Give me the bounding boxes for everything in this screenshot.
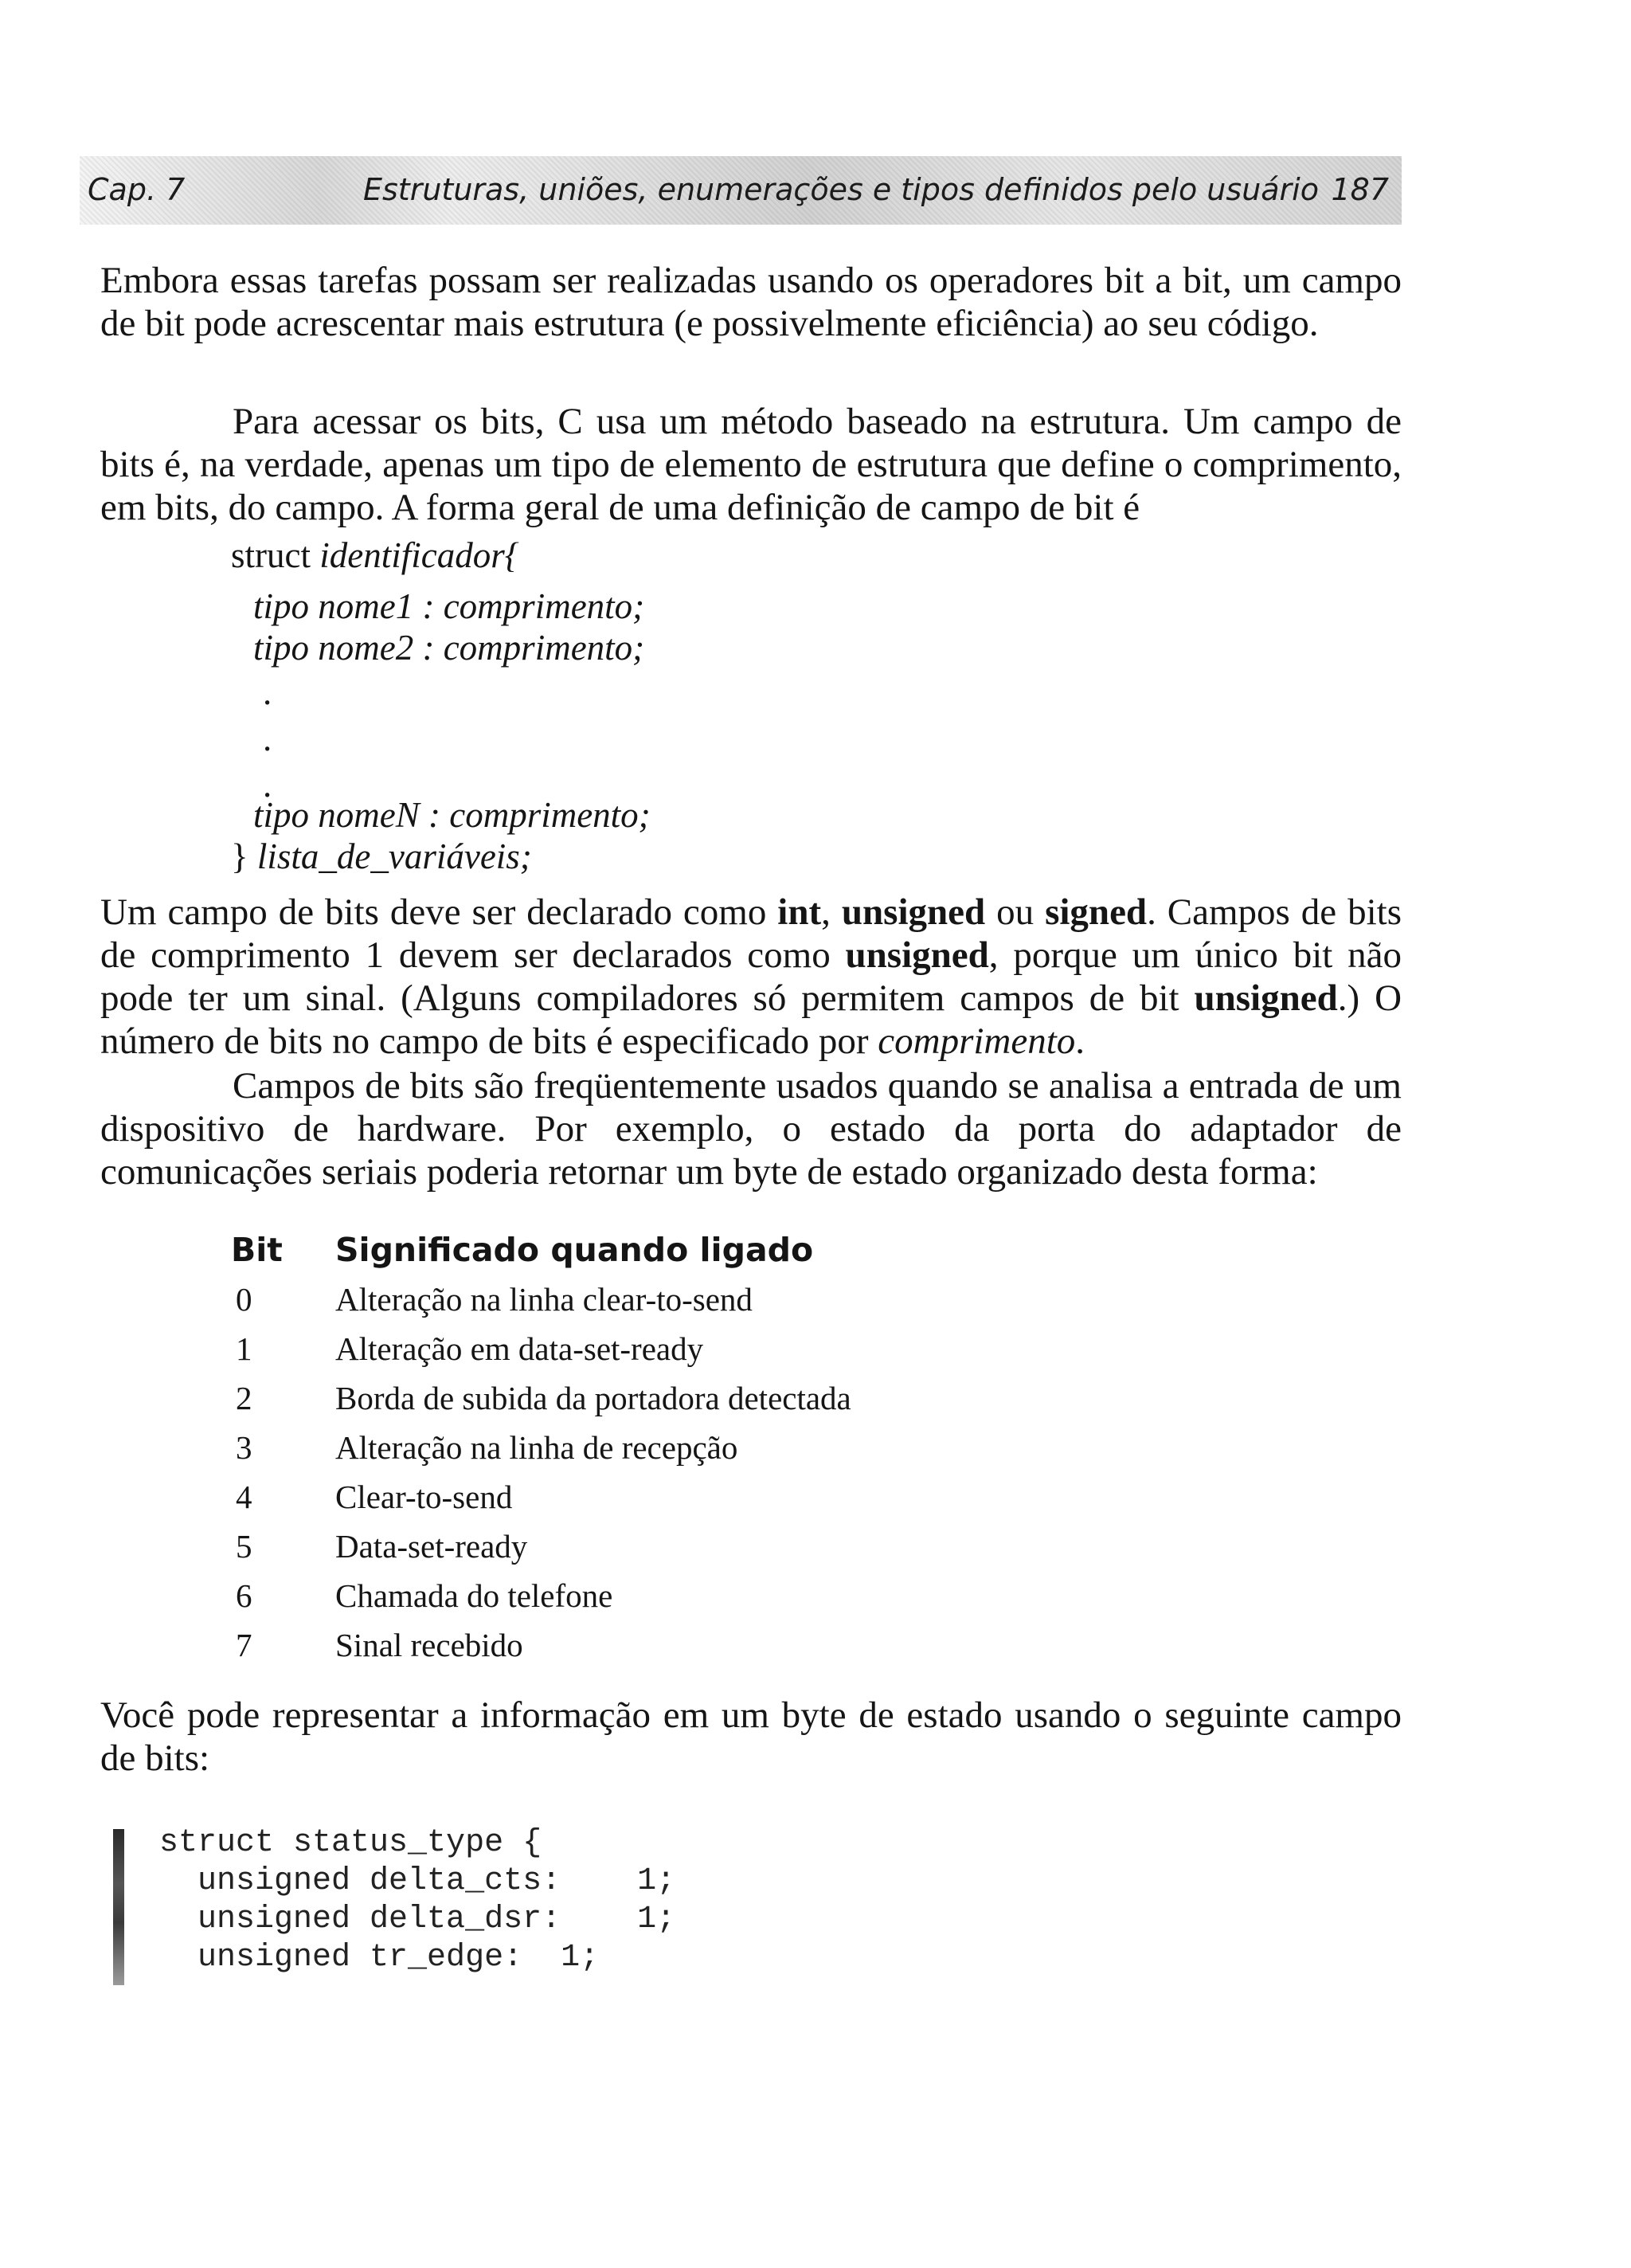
p3-text-6: .) O número de bits no campo de bits é especificado por bbox=[100, 977, 1402, 1062]
running-header bbox=[80, 156, 1402, 225]
syntax-line-4: tipo nomeN : comprimento; bbox=[253, 795, 651, 835]
p3-keyword-int: int bbox=[777, 891, 822, 933]
table-header-bit: Bit bbox=[231, 1231, 283, 1269]
syntax-ellipsis-dot-3: . bbox=[263, 765, 272, 805]
table-cell-bit: 2 bbox=[236, 1380, 252, 1416]
chapter-title: Estruturas, uniões, enumerações e tipos definidos pelo usuário bbox=[363, 172, 1319, 207]
syntax-line-1 bbox=[231, 534, 519, 577]
page-number: 187 bbox=[1331, 172, 1389, 207]
table-cell-bit: 3 bbox=[236, 1429, 252, 1466]
table-cell-meaning: Data-set-ready bbox=[335, 1528, 528, 1565]
code-line: unsigned delta_cts: 1; bbox=[159, 1863, 676, 1899]
table-cell-bit: 5 bbox=[236, 1528, 252, 1565]
paragraph-5: Você pode representar a informação em um byte de estado usando o seguinte campo de bits: bbox=[100, 1694, 1402, 1779]
table-cell-bit: 7 bbox=[236, 1627, 252, 1663]
paragraph-1: Embora essas tarefas possam ser realizadas usando os operadores bit a bit, um campo de bit pode acrescentar mais estrutura (e possivelmente eficiência) ao seu código. bbox=[100, 260, 1402, 344]
table-cell-meaning: Chamada do telefone bbox=[335, 1577, 613, 1614]
paragraph-2: Para acessar os bits, C usa um método baseado na estrutura. Um campo de bits é, na verdade, apenas um tipo de elemento de estrutura que define o comprimento, em bits, do campo. A forma geral de uma definição de campo de bit é bbox=[100, 401, 1402, 528]
code-line: unsigned delta_dsr: 1; bbox=[159, 1902, 676, 1937]
code-listing bbox=[159, 1824, 675, 1977]
p3-text-3: ou bbox=[985, 891, 1046, 933]
p3-keyword-unsigned-2: unsigned bbox=[845, 934, 989, 976]
table-cell-bit: 4 bbox=[236, 1479, 252, 1515]
syntax-ellipsis-dot-2: . bbox=[263, 719, 272, 758]
table-cell-meaning: Clear-to-send bbox=[335, 1479, 513, 1515]
table-cell-bit: 0 bbox=[236, 1281, 252, 1318]
p3-text-4: . Campos de bits de comprimento 1 devem ser declarados como bbox=[100, 891, 1402, 976]
code-margin-bar bbox=[113, 1829, 124, 1985]
syntax-line-5 bbox=[231, 835, 532, 878]
code-line: struct status_type { bbox=[159, 1825, 542, 1861]
table-header-meaning: Significado quando ligado bbox=[335, 1231, 814, 1269]
table-cell-meaning: Sinal recebido bbox=[335, 1627, 523, 1663]
table-cell-bit: 6 bbox=[236, 1577, 252, 1614]
code-line: unsigned tr_edge: 1; bbox=[159, 1940, 600, 1976]
syntax-identifier: identificador bbox=[319, 535, 505, 575]
syntax-struct-keyword: struct bbox=[231, 535, 320, 575]
table-cell-meaning: Borda de subida da portadora detectada bbox=[335, 1380, 851, 1416]
p3-text-1: Um campo de bits deve ser declarado como bbox=[100, 891, 778, 933]
syntax-line-2: tipo nome1 : comprimento; bbox=[253, 586, 645, 626]
table-cell-meaning: Alteração em data-set-ready bbox=[335, 1330, 704, 1367]
table-cell-meaning: Alteração na linha clear-to-send bbox=[335, 1281, 753, 1318]
paragraph-3 bbox=[100, 891, 1402, 1063]
syntax-variable-list: lista_de_variáveis; bbox=[256, 836, 532, 876]
p3-italic-comprimento: comprimento bbox=[878, 1020, 1076, 1062]
table-cell-bit: 1 bbox=[236, 1330, 252, 1367]
syntax-ellipsis-dot-1: . bbox=[263, 672, 272, 712]
syntax-close-brace: } bbox=[231, 836, 257, 876]
p3-keyword-signed: signed bbox=[1045, 891, 1148, 933]
syntax-line-3: tipo nome2 : comprimento; bbox=[253, 628, 645, 668]
chapter-label: Cap. 7 bbox=[88, 172, 186, 207]
p3-keyword-unsigned-3: unsigned bbox=[1194, 977, 1338, 1019]
table-cell-meaning: Alteração na linha de recepção bbox=[335, 1429, 738, 1466]
p3-keyword-unsigned: unsigned bbox=[841, 891, 986, 933]
p3-text-5: , porque um único bit não pode ter um sinal. (Alguns compiladores só permitem campos de bit bbox=[100, 934, 1402, 1019]
p3-text-2: , bbox=[821, 891, 842, 933]
syntax-open-brace: { bbox=[504, 535, 519, 575]
p3-text-7: . bbox=[1075, 1020, 1085, 1062]
paragraph-4: Campos de bits são freqüentemente usados quando se analisa a entrada de um dispositivo de hardware. Por exemplo, o estado da porta do adaptador de comunicações seriais poderia retornar um byte de estado organizado desta forma: bbox=[100, 1065, 1402, 1193]
